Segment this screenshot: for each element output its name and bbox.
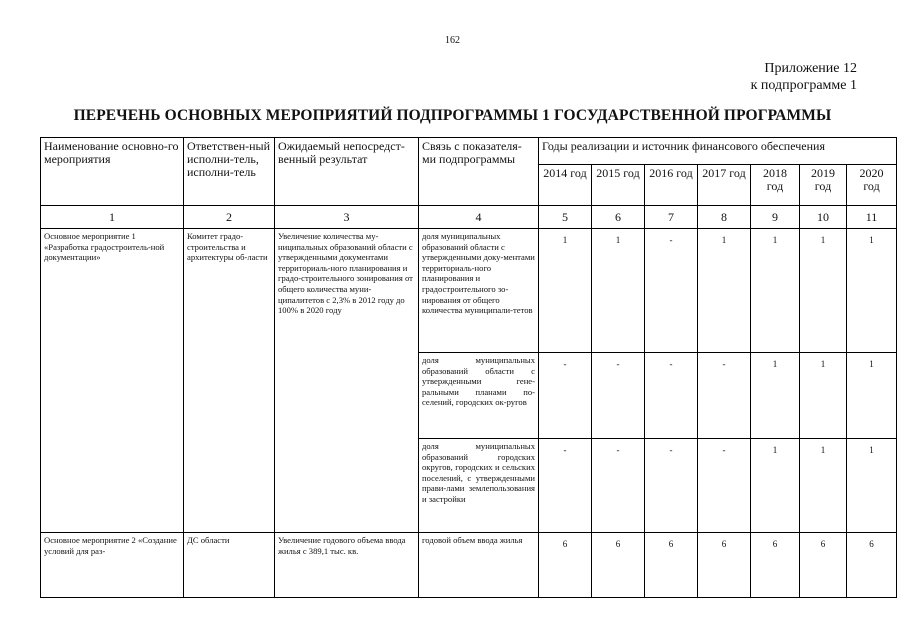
indicator-value: 6 [539, 533, 592, 598]
header-year: 2017 год [698, 165, 751, 206]
indicator-value: 6 [751, 533, 800, 598]
header-indicators: Связь с показателя-ми подпрограммы [419, 138, 539, 206]
indicator-value: 6 [698, 533, 751, 598]
column-numbers-row [41, 206, 897, 229]
indicator-value: 1 [800, 353, 847, 439]
measure-executor: Комитет градо-строительства и архитектуры об-ласти [184, 229, 275, 533]
header-year: 2020 год [847, 165, 897, 206]
measure-executor: ДС области [184, 533, 275, 598]
header-expected-result: Ожидаемый непосредст-венный результат [275, 138, 419, 206]
indicator-value: - [698, 353, 751, 439]
indicator-value: - [592, 353, 645, 439]
indicator-value: 1 [592, 229, 645, 353]
header-year: 2014 год [539, 165, 592, 206]
indicator-value: 1 [847, 439, 897, 533]
column-number: 6 [592, 206, 645, 229]
header-executor: Ответствен-ный исполни-тель, исполни-тель [184, 138, 275, 206]
indicator-text: доля муниципальных образований городских округов, городских и сельских поселений, с утвержденными прави-лами землепользования и застройки [419, 439, 539, 533]
page-number: 162 [445, 35, 460, 46]
table-row [41, 533, 897, 598]
column-number: 5 [539, 206, 592, 229]
table-row [41, 229, 897, 353]
measure-result: Увеличение годового объема ввода жилья с 389,1 тыс. кв. [275, 533, 419, 598]
indicator-value: 1 [751, 229, 800, 353]
indicator-text: доля муниципальных образований области с утвержденными доку-ментами территориаль-ного планирования и градостроительного зо-нирования от общего количества муниципали-тетов [419, 229, 539, 353]
indicator-value: - [698, 439, 751, 533]
indicator-value: 1 [847, 353, 897, 439]
indicator-value: - [539, 353, 592, 439]
header-years-group: Годы реализации и источник финансового обеспечения [539, 138, 897, 165]
indicator-value: 1 [539, 229, 592, 353]
header-year: 2018 год [751, 165, 800, 206]
indicator-value: 6 [592, 533, 645, 598]
header-year: 2016 год [645, 165, 698, 206]
measures-table [40, 137, 897, 598]
indicator-value: 1 [800, 229, 847, 353]
indicator-text: доля муниципальных образований области с утвержденными гене-ральными планами по-селений, городских ок-ругов [419, 353, 539, 439]
appendix-line-1: Приложение 12 [764, 61, 857, 76]
column-number: 9 [751, 206, 800, 229]
indicator-value: 1 [751, 353, 800, 439]
indicator-value: 1 [847, 229, 897, 353]
measure-name: Основное мероприятие 1 «Разработка градостроитель-ной документации» [41, 229, 184, 533]
column-number: 3 [275, 206, 419, 229]
measure-result: Увеличение количества му-ниципальных образований области с утвержденными документами территориаль-ного планирования и градо-строительного зонирования от общего количества муни-ципалитетов с 2,3% в 2012 году до 100% в 2020 году [275, 229, 419, 533]
indicator-value: 6 [800, 533, 847, 598]
column-number: 1 [41, 206, 184, 229]
column-number: 2 [184, 206, 275, 229]
header-year: 2015 год [592, 165, 645, 206]
column-number: 10 [800, 206, 847, 229]
measure-name: Основное мероприятие 2 «Создание условий для раз- [41, 533, 184, 598]
header-year: 2019 год [800, 165, 847, 206]
indicator-value: 6 [645, 533, 698, 598]
indicator-value: - [539, 439, 592, 533]
indicator-value: 6 [847, 533, 897, 598]
indicator-value: - [645, 353, 698, 439]
column-number: 8 [698, 206, 751, 229]
indicator-value: 1 [698, 229, 751, 353]
indicator-value: - [645, 439, 698, 533]
indicator-value: 1 [800, 439, 847, 533]
document-title: ПЕРЕЧЕНЬ ОСНОВНЫХ МЕРОПРИЯТИЙ ПОДПРОГРАММЫ 1 ГОСУДАРСТВЕННОЙ ПРОГРАММЫ [73, 107, 832, 124]
indicator-text: годовой объем ввода жилья [419, 533, 539, 598]
appendix-line-2: к подпрограмме 1 [750, 78, 857, 93]
column-number: 7 [645, 206, 698, 229]
appendix-label [751, 60, 857, 94]
indicator-value: - [645, 229, 698, 353]
indicator-value: - [592, 439, 645, 533]
column-number: 11 [847, 206, 897, 229]
header-measure-name: Наименование основно-го мероприятия [41, 138, 184, 206]
column-number: 4 [419, 206, 539, 229]
indicator-value: 1 [751, 439, 800, 533]
